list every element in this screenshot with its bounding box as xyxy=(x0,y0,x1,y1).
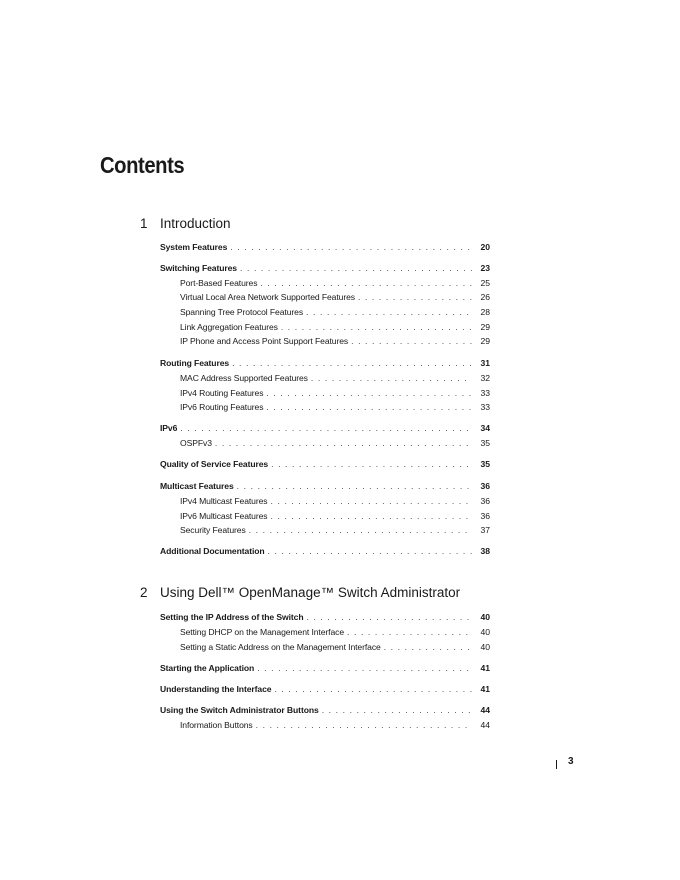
chapter-title: Introduction xyxy=(160,216,231,231)
dot-leader xyxy=(230,241,472,253)
toc-entry-page: 25 xyxy=(480,278,490,288)
toc-entry-spanning-tree-features[interactable] xyxy=(180,306,490,318)
toc-entry-page: 33 xyxy=(480,388,490,398)
toc-entry-page: 33 xyxy=(480,402,490,412)
toc-entry-label: IPv4 Routing Features xyxy=(180,388,264,398)
toc-entry-label: Information Buttons xyxy=(180,720,253,730)
toc-entry-page: 37 xyxy=(480,525,490,535)
toc-entry-label: Routing Features xyxy=(160,358,230,368)
toc-entry-information-buttons[interactable] xyxy=(180,719,490,731)
chapter-title: Using Dell™ OpenManage™ Switch Administrator xyxy=(160,585,461,600)
toc-entry-page: 36 xyxy=(480,511,490,521)
toc-entry-page: 44 xyxy=(480,720,490,730)
toc-entry-mac-address-features[interactable] xyxy=(180,372,490,384)
dot-leader xyxy=(271,495,473,507)
dot-leader xyxy=(266,401,472,413)
dot-leader xyxy=(322,704,472,716)
toc-entry-label: IPv6 Routing Features xyxy=(180,402,264,412)
toc-entry-page: 28 xyxy=(480,307,490,317)
chapter-number: 1 xyxy=(140,216,148,231)
toc-entry-page: 44 xyxy=(480,705,490,715)
toc-entry-system-features[interactable] xyxy=(160,241,490,253)
toc-entry-label: IPv6 Multicast Features xyxy=(180,511,268,521)
page-number: 3 xyxy=(568,756,574,767)
dot-leader xyxy=(266,387,472,399)
toc-entry-ipv6[interactable] xyxy=(160,422,490,434)
toc-entry-setting-ip-address[interactable] xyxy=(160,611,490,623)
dot-leader xyxy=(256,719,472,731)
toc-entry-ipv6-routing-features[interactable] xyxy=(180,401,490,413)
toc-entry-multicast-features[interactable] xyxy=(160,480,490,492)
dot-leader xyxy=(257,662,472,674)
toc-entry-page: 20 xyxy=(480,242,490,252)
toc-entry-qos-features[interactable] xyxy=(160,458,490,470)
toc-entry-label: MAC Address Supported Features xyxy=(180,373,308,383)
toc-entry-label: Spanning Tree Protocol Features xyxy=(180,307,304,317)
toc-entry-port-based-features[interactable] xyxy=(180,277,490,289)
toc-entry-label: Switching Features xyxy=(160,263,237,273)
dot-leader xyxy=(268,545,472,557)
footer-rule xyxy=(556,760,557,769)
dot-leader xyxy=(281,321,472,333)
toc-entry-switching-features[interactable] xyxy=(160,262,490,274)
chapter-number: 2 xyxy=(140,585,148,600)
toc-entry-security-features[interactable] xyxy=(180,524,490,536)
chapter-heading[interactable] xyxy=(140,585,460,600)
toc-entry-page: 32 xyxy=(480,373,490,383)
chapter-heading[interactable] xyxy=(140,216,231,231)
dot-leader xyxy=(347,626,472,638)
toc-entry-setting-dhcp[interactable] xyxy=(180,626,490,638)
toc-entry-label: OSPFv3 xyxy=(180,438,212,448)
toc-entry-page: 41 xyxy=(480,663,490,673)
toc-entry-page: 35 xyxy=(480,438,490,448)
toc-entry-ipv6-multicast-features[interactable] xyxy=(180,510,490,522)
toc-entry-label: IPv6 xyxy=(160,423,178,433)
dot-leader xyxy=(358,291,472,303)
dot-leader xyxy=(306,611,472,623)
dot-leader xyxy=(215,437,472,449)
toc-entry-page: 40 xyxy=(480,612,490,622)
toc-entry-ip-phone-features[interactable] xyxy=(180,335,490,347)
dot-leader xyxy=(271,458,472,470)
toc-entry-page: 31 xyxy=(480,358,490,368)
dot-leader xyxy=(232,357,472,369)
toc-entry-page: 26 xyxy=(480,292,490,302)
toc-entry-setting-static-address[interactable] xyxy=(180,641,490,653)
toc-entry-label: Understanding the Interface xyxy=(160,684,272,694)
toc-entry-label: Using the Switch Administrator Buttons xyxy=(160,705,319,715)
toc-entry-label: Port-Based Features xyxy=(180,278,258,288)
toc-entry-ipv4-multicast-features[interactable] xyxy=(180,495,490,507)
toc-entry-ospfv3[interactable] xyxy=(180,437,490,449)
toc-entry-switch-administrator-buttons[interactable] xyxy=(160,704,490,716)
toc-entry-label: Starting the Application xyxy=(160,663,255,673)
toc-entry-page: 40 xyxy=(480,627,490,637)
toc-entry-ipv4-routing-features[interactable] xyxy=(180,387,490,399)
toc-entry-page: 38 xyxy=(480,546,490,556)
dot-leader xyxy=(311,372,472,384)
toc-entry-page: 36 xyxy=(480,496,490,506)
dot-leader xyxy=(306,306,472,318)
dot-leader xyxy=(180,422,472,434)
dot-leader xyxy=(240,262,472,274)
toc-entry-label: Setting a Static Address on the Management Interface xyxy=(180,642,381,652)
toc-entry-page: 40 xyxy=(480,642,490,652)
toc-entry-label: Virtual Local Area Network Supported Features xyxy=(180,292,355,302)
toc-entry-page: 29 xyxy=(480,322,490,332)
toc-entry-starting-application[interactable] xyxy=(160,662,490,674)
toc-entry-link-aggregation-features[interactable] xyxy=(180,321,490,333)
toc-entry-label: Link Aggregation Features xyxy=(180,322,278,332)
toc-entry-page: 29 xyxy=(480,336,490,346)
dot-leader xyxy=(237,480,472,492)
toc-entry-page: 41 xyxy=(480,684,490,694)
toc-entry-page: 23 xyxy=(480,263,490,273)
toc-entry-label: Setting the IP Address of the Switch xyxy=(160,612,304,622)
dot-leader xyxy=(384,641,472,653)
toc-entry-page: 34 xyxy=(480,423,490,433)
toc-entry-label: Multicast Features xyxy=(160,481,234,491)
dot-leader xyxy=(351,335,472,347)
toc-entry-page: 36 xyxy=(480,481,490,491)
toc-entry-understanding-interface[interactable] xyxy=(160,683,490,695)
toc-entry-label: Quality of Service Features xyxy=(160,459,269,469)
toc-entry-label: System Features xyxy=(160,242,228,252)
toc-entry-label: Additional Documentation xyxy=(160,546,265,556)
toc-entry-label: Setting DHCP on the Management Interface xyxy=(180,627,344,637)
dot-leader xyxy=(260,277,472,289)
toc-entry-label: Security Features xyxy=(180,525,246,535)
toc-entry-label: IPv4 Multicast Features xyxy=(180,496,268,506)
toc-entry-label: IP Phone and Access Point Support Features xyxy=(180,336,349,346)
toc-entry-vlan-features[interactable] xyxy=(180,291,490,303)
dot-leader xyxy=(249,524,472,536)
toc-entry-page: 35 xyxy=(480,459,490,469)
dot-leader xyxy=(271,510,473,522)
toc-entry-routing-features[interactable] xyxy=(160,357,490,369)
page-title: Contents xyxy=(100,152,185,178)
dot-leader xyxy=(274,683,472,695)
toc-entry-additional-documentation[interactable] xyxy=(160,545,490,557)
